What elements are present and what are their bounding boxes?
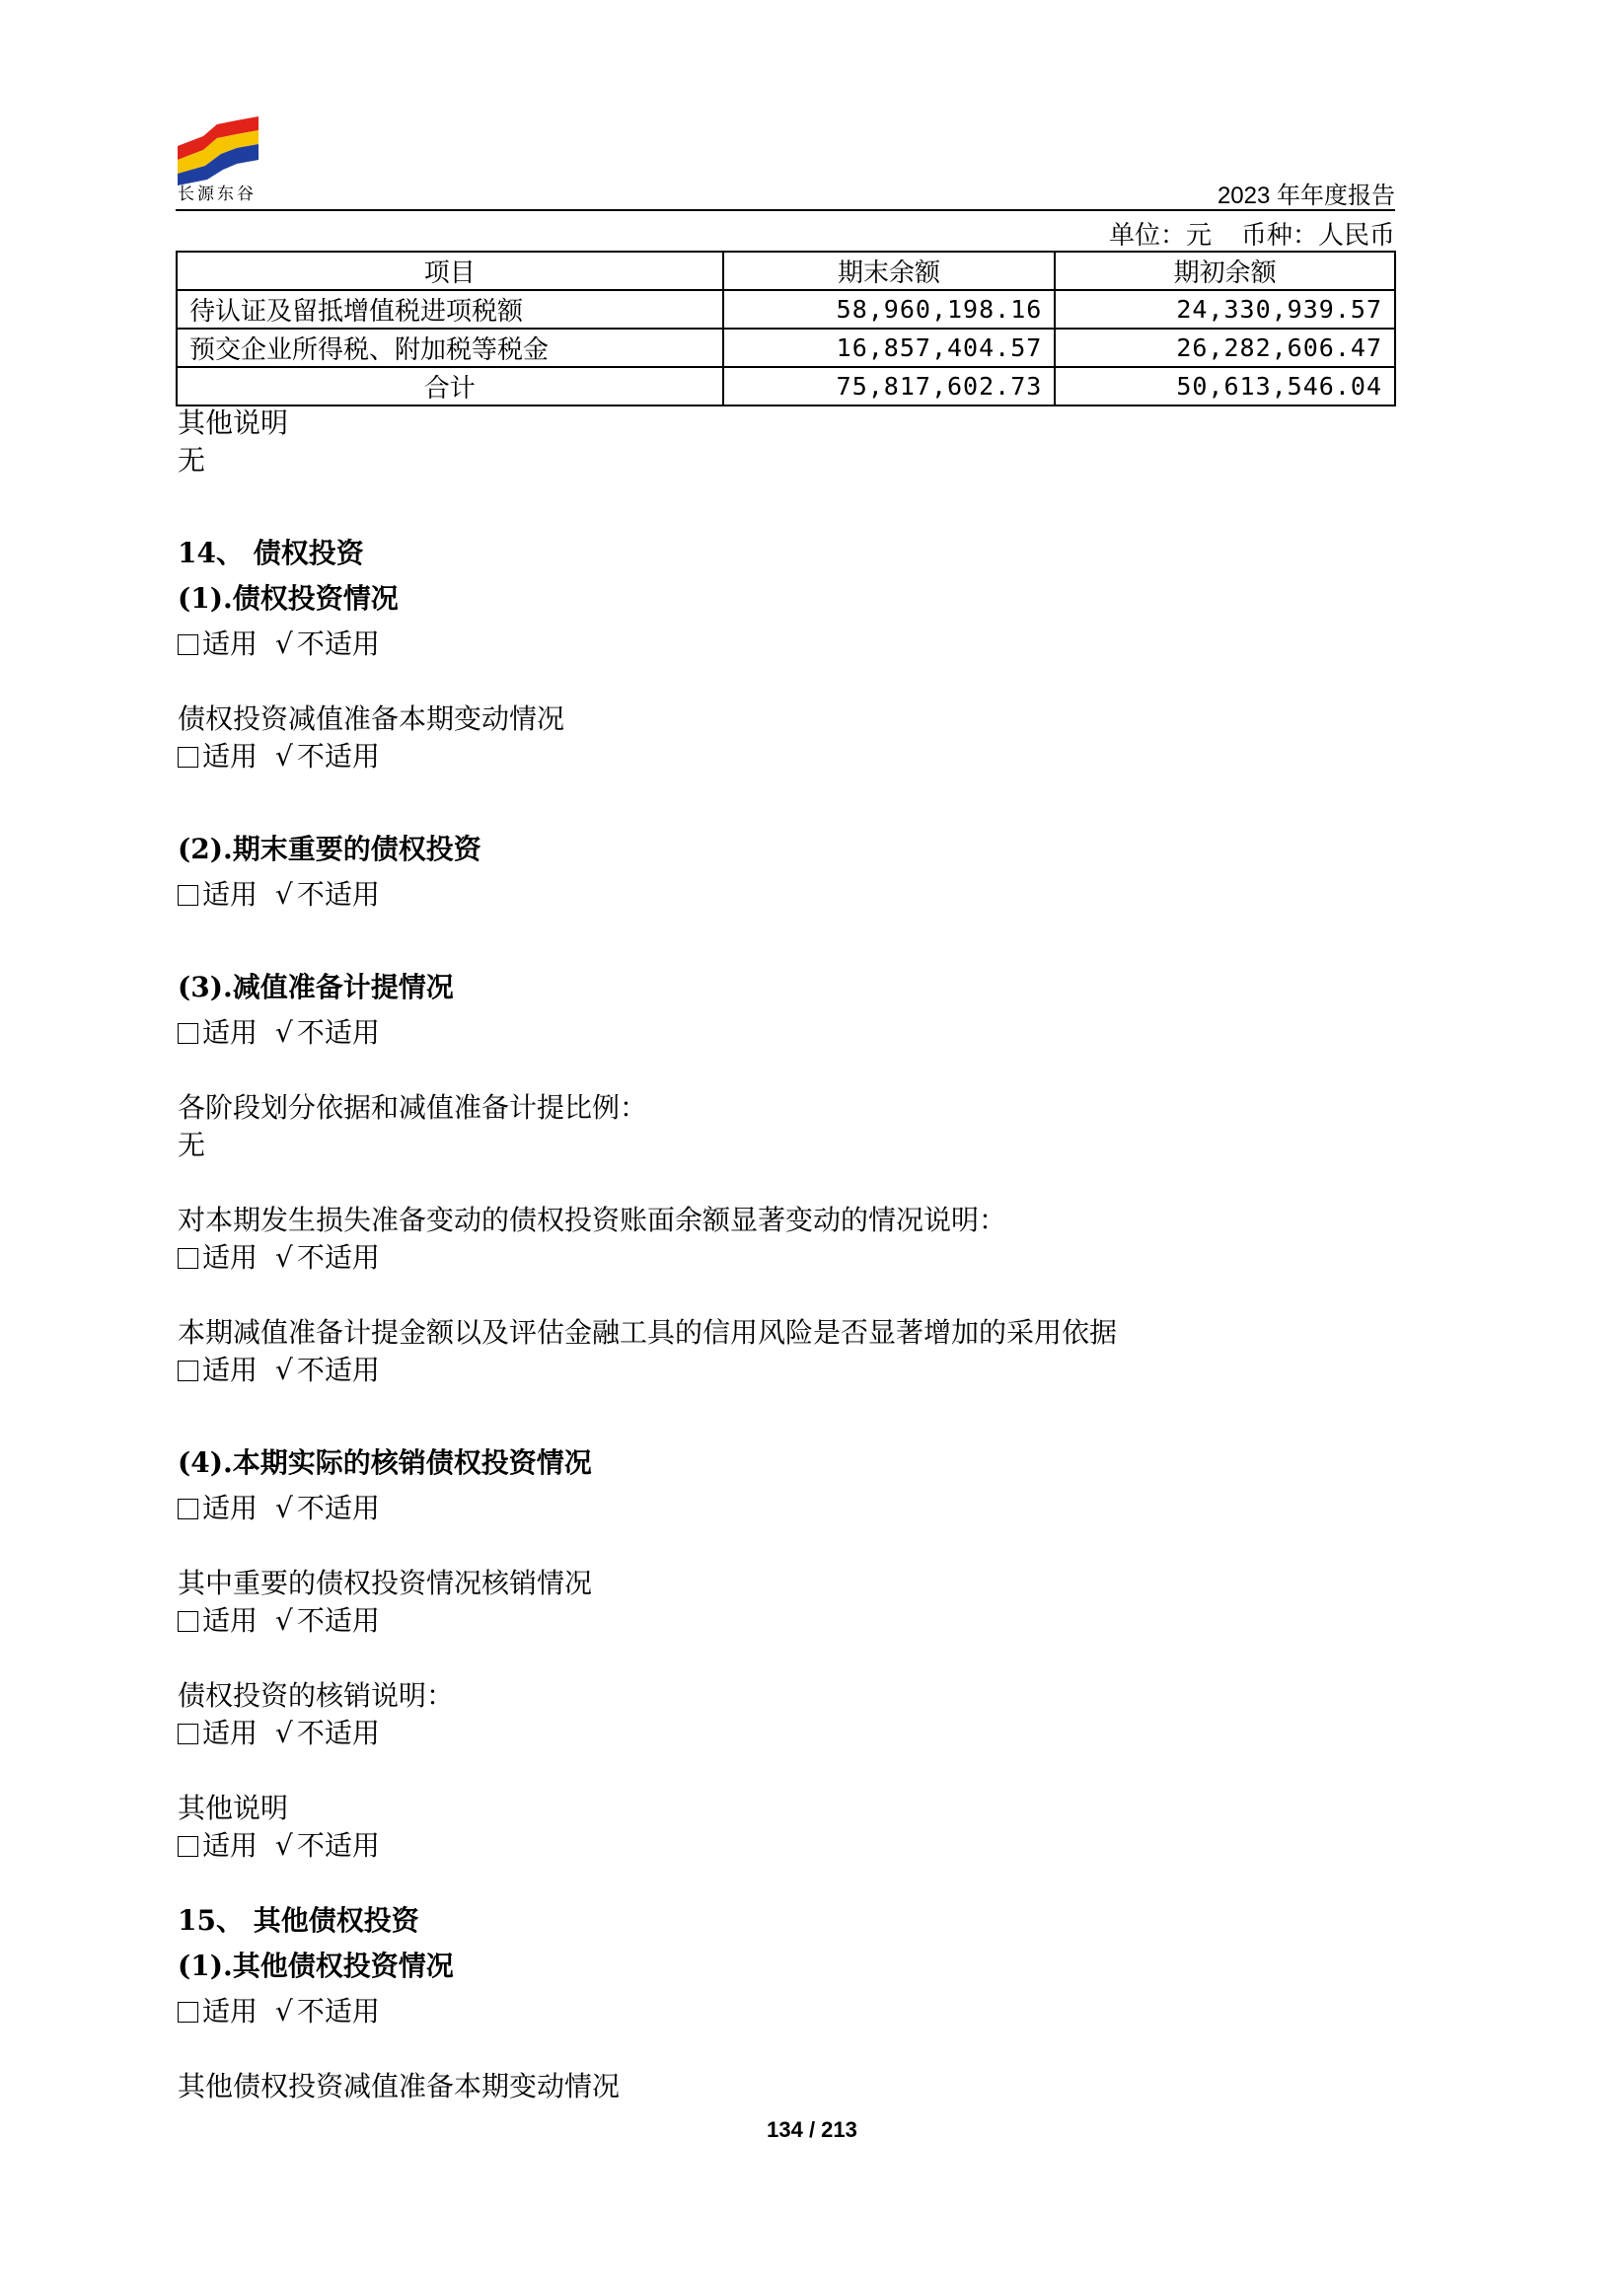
applicability-check: 适用 √ 不适用	[178, 1239, 1401, 1277]
section-14-4-title: (4).本期实际的核销债权投资情况	[178, 1446, 592, 1479]
applicability-check: 适用 √ 不适用	[178, 1490, 1401, 1527]
column-header: 期末余额	[723, 252, 1056, 290]
section-14-1-title: (1).债权投资情况	[178, 582, 399, 615]
section-14-3-title: (3).减值准备计提情况	[178, 971, 454, 1003]
checkmark-icon: √	[275, 1829, 293, 1862]
applicability-check: 适用 √ 不适用	[178, 1014, 1401, 1052]
applicability-check: 适用 √ 不适用	[178, 1827, 1401, 1865]
other-note-label: 其他说明	[178, 406, 289, 439]
row-begin-balance: 26,282,606.47	[1055, 329, 1395, 367]
currency-label: 币种：人民币	[1240, 221, 1395, 251]
loss-change-note-label: 对本期发生损失准备变动的债权投资账面余额显著变动的情况说明：	[178, 1204, 1007, 1236]
row-item: 预交企业所得税、附加税等税金	[177, 329, 723, 367]
stage-basis-label: 各阶段划分依据和减值准备计提比例：	[178, 1091, 648, 1124]
checkmark-icon: √	[275, 1995, 293, 2027]
checkbox-icon	[178, 1724, 198, 1744]
other-current-assets-table	[176, 251, 1396, 406]
total-begin-balance: 50,613,546.04	[1055, 367, 1395, 405]
checkmark-icon: √	[275, 1241, 293, 1274]
column-header: 期初余额	[1055, 252, 1395, 290]
logo-text: 长源东谷	[178, 184, 257, 204]
writeoff-note-label: 债权投资的核销说明：	[178, 1679, 455, 1712]
page-number: 134 / 213	[767, 2117, 857, 2142]
section-15-title: 15、 其他债权投资	[178, 1904, 419, 1937]
checkbox-icon	[178, 1361, 198, 1381]
header-divider	[176, 209, 1395, 211]
total-label: 合计	[177, 367, 723, 405]
basis-note-label: 本期减值准备计提金额以及评估金融工具的信用风险是否显著增加的采用依据	[178, 1316, 1118, 1349]
checkbox-icon	[178, 1611, 198, 1632]
table-row	[177, 290, 1395, 329]
checkbox-icon	[178, 1248, 198, 1269]
section-15-1-title: (1).其他债权投资情况	[178, 1950, 454, 1982]
checkmark-icon: √	[275, 1604, 293, 1637]
other-note-label: 其他说明	[178, 1792, 289, 1824]
page-content	[178, 405, 1401, 2105]
impairment-change-label: 债权投资减值准备本期变动情况	[178, 702, 565, 735]
applicability-check: 适用 √ 不适用	[178, 1715, 1401, 1752]
checkbox-icon	[178, 1023, 198, 1044]
checkbox-icon	[178, 885, 198, 906]
other-impairment-change-label: 其他债权投资减值准备本期变动情况	[178, 2070, 621, 2102]
checkmark-icon: √	[275, 1492, 293, 1524]
unit-line	[1079, 215, 1395, 252]
applicability-check: 适用 √ 不适用	[178, 1352, 1401, 1389]
checkbox-icon	[178, 1499, 198, 1519]
applicability-check: 适用 √ 不适用	[178, 738, 1401, 775]
checkmark-icon: √	[275, 627, 293, 660]
applicability-check: 适用 √ 不适用	[178, 876, 1401, 914]
checkbox-icon	[178, 1836, 198, 1857]
table-total-row	[177, 367, 1395, 405]
applicability-check: 适用 √ 不适用	[178, 626, 1401, 663]
row-begin-balance: 24,330,939.57	[1055, 290, 1395, 329]
applicability-check: 适用 √ 不适用	[178, 1602, 1401, 1640]
report-title: 2023 年年度报告	[1217, 183, 1395, 209]
checkmark-icon: √	[275, 1717, 293, 1749]
checkbox-icon	[178, 2002, 198, 2023]
section-14-2-title: (2).期末重要的债权投资	[178, 833, 481, 865]
checkmark-icon: √	[275, 740, 293, 773]
checkbox-icon	[178, 747, 198, 768]
row-end-balance: 16,857,404.57	[723, 329, 1056, 367]
table-header-row	[177, 252, 1395, 290]
total-end-balance: 75,817,602.73	[723, 367, 1056, 405]
applicability-check: 适用 √ 不适用	[178, 1993, 1401, 2030]
row-end-balance: 58,960,198.16	[723, 290, 1056, 329]
table-row	[177, 329, 1395, 367]
important-writeoff-label: 其中重要的债权投资情况核销情况	[178, 1567, 593, 1599]
checkbox-icon	[178, 634, 198, 655]
checkmark-icon: √	[275, 1354, 293, 1386]
none-text: 无	[178, 1129, 206, 1161]
row-item: 待认证及留抵增值税进项税额	[177, 290, 723, 329]
section-14-title: 14、 债权投资	[178, 537, 364, 569]
unit-label: 单位：元	[1108, 221, 1212, 251]
checkmark-icon: √	[275, 878, 293, 911]
none-text: 无	[178, 444, 206, 477]
column-header: 项目	[177, 252, 723, 290]
checkmark-icon: √	[275, 1016, 293, 1049]
